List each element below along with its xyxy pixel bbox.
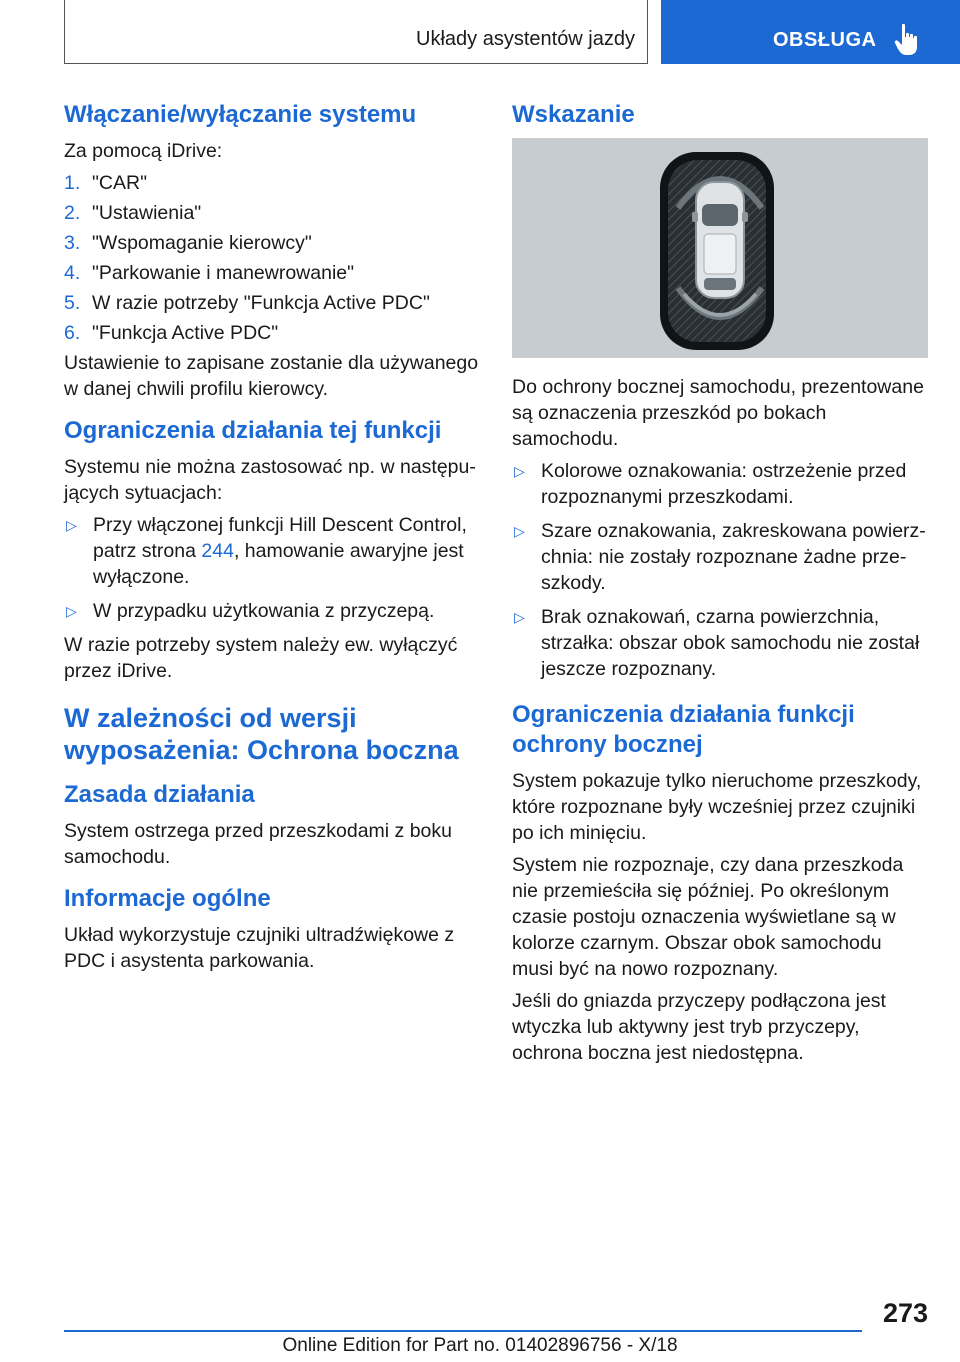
header-chapter-label: OBSŁUGA [773,29,877,51]
triangle-bullet-icon: ▷ [514,463,525,479]
markings-list [512,458,928,682]
car-top-view-image [512,138,928,358]
right-column [512,100,928,1072]
intro-idrive: Za pomocą iDrive: [64,140,223,162]
heading-general-info: Informacje ogólne [64,885,271,912]
list-item: 6. "Funkcja Active PDC" [64,322,279,344]
display-caption: Do ochrony bocznej samochodu, prezentowane są oznaczenia przeszkód po bokach samochodu. [512,376,924,450]
left-column [64,100,480,980]
heading-principle: Zasada działania [64,781,255,808]
disable-note: W razie potrzeby system należy ew. wyłączyć przez iDrive. [64,634,458,682]
triangle-bullet-icon: ▷ [514,523,525,539]
list-item: 2. "Ustawienia" [64,202,202,224]
limitations-intro: Systemu nie można zastosować np. w następujących sytuacjach: [64,456,476,504]
list-item: 5. W razie potrzeby "Funkcja Active PDC" [64,292,430,314]
heading-enable-disable: Włączanie/wyłączanie systemu [64,101,417,128]
heading-side-protection: W zależności od wersji wyposażenia: Ochrona boczna [64,703,459,765]
heading-limitations: Ograniczenia działania tej funkcji [64,417,442,444]
heading-side-limitations: Ograniczenia działania funkcji ochrony bocznej [512,701,855,758]
principle-text: System ostrzega przed przeszkodami z boku samochodu. [64,820,453,868]
side-limitations-p3: Jeśli do gniazda przyczepy podłączona jest wtyczka lub aktywny jest tryb przyczepy, ochrona boczna jest niedostępna. [512,990,886,1064]
page-link-244[interactable]: 244 [201,540,234,562]
list-item: 3. "Wspomaganie kierowcy" [64,232,312,254]
side-protection-figure [512,138,928,358]
limitations-list [64,512,480,624]
header-section-box [64,0,648,64]
steps-list [64,170,480,346]
header-chapter-tab[interactable] [661,0,960,64]
list-item: 4. "Parkowanie i manewrowanie" [64,262,355,284]
hand-pointer-icon [893,23,923,57]
list-item: 1. "CAR" [64,172,148,194]
list-item: ▷ Kolorowe oznakowania: ostrzeżenie przed rozpoznanymi przeszkodami. [514,460,907,508]
header-section-title: Układy asystentów jazdy [416,28,635,50]
footer-edition: Online Edition for Part no. 01402896756 - X/18 [282,1335,678,1356]
list-item: ▷ W przypadku użytkowania z przyczepą. [66,600,435,622]
list-item: ▷ Przy włączonej funkcji Hill Descent Control, patrz strona 244, hamowanie awaryjne jest wyłączone. [66,514,467,588]
heading-display: Wskazanie [512,101,635,128]
triangle-bullet-icon: ▷ [514,609,525,625]
page-number: 273 [882,1298,928,1328]
list-item: ▷ Brak oznakowań, czarna powierzchnia, strzałka: obszar obok samochodu nie został jeszcze rozpoznany. [514,606,920,680]
side-limitations-p1: System pokazuje tylko nieruchome przeszkody, które rozpoznane były wcześniej przez czujniki po ich minięciu. [512,770,922,844]
side-limitations-p2: System nie rozpoznaje, czy dana przeszkoda nie przemieściła się później. Po określonym czasie postoju oznaczenia wyświetlane są w kolorze czarnym. Obszar obok samochodu musi być na nowo rozpoznany. [512,854,904,980]
profile-note: Ustawienie to zapisane zostanie dla używanego w danej chwili profilu kierowcy. [64,352,479,400]
triangle-bullet-icon: ▷ [66,517,77,533]
list-item: ▷ Szare oznakowania, zakreskowana powierzchnia: nie zostały rozpoznane żadne przeszkody. [514,520,926,594]
footer-divider [64,1330,862,1332]
triangle-bullet-icon: ▷ [66,603,77,619]
general-info-text: Układ wykorzystuje czujniki ultradźwiękowe z PDC i asystenta parkowania. [64,924,455,972]
